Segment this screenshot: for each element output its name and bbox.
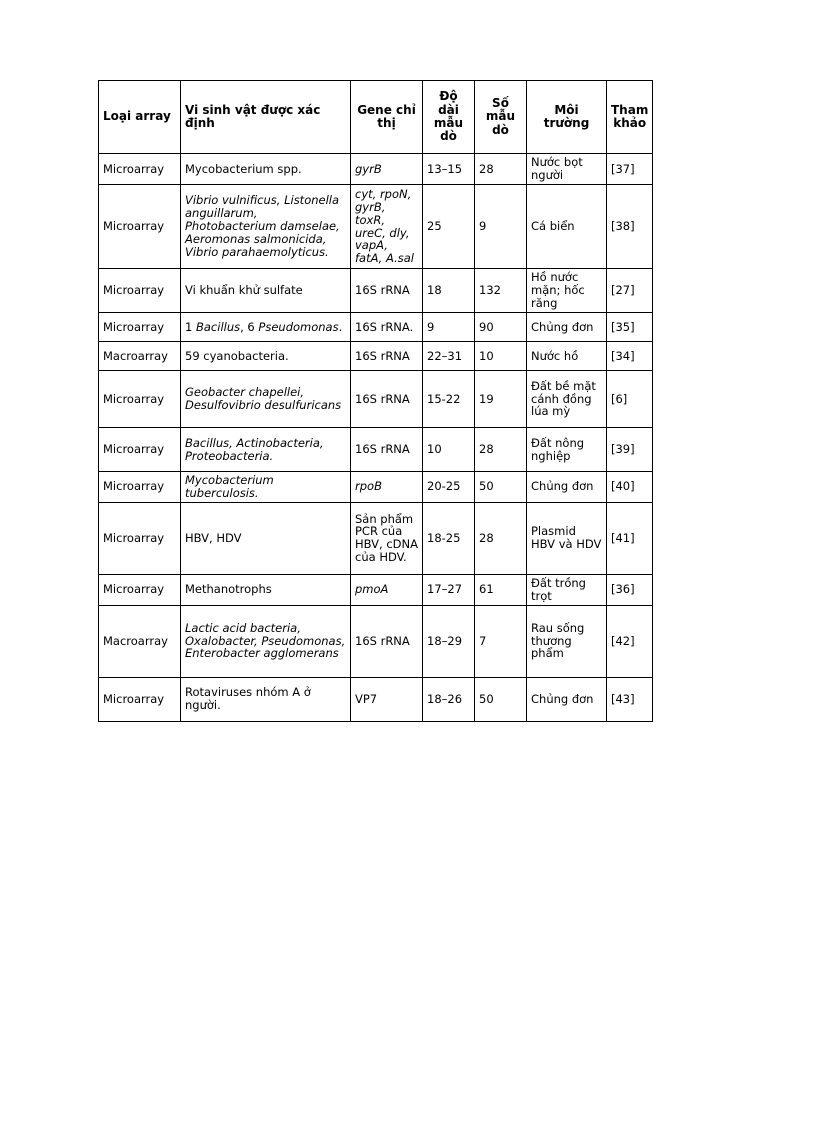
- cell-probe-count: 7: [475, 605, 527, 677]
- cell-probe-count: 50: [475, 677, 527, 721]
- cell-array-type: Macroarray: [99, 342, 181, 371]
- cell-probe-length: 9: [423, 313, 475, 342]
- cell-organism: Rotaviruses nhóm A ở người.: [181, 677, 351, 721]
- cell-probe-count: 90: [475, 313, 527, 342]
- cell-probe-length: 18-25: [423, 502, 475, 574]
- table-row: [99, 313, 653, 342]
- table-row: [99, 154, 653, 185]
- cell-environment: Rau sống thương phẩm: [527, 605, 607, 677]
- organism-suffix: .: [338, 319, 343, 334]
- cell-organism: Mycobacterium tuberculosis.: [181, 472, 351, 503]
- cell-array-type: Microarray: [99, 185, 181, 269]
- cell-probe-count: 28: [475, 154, 527, 185]
- cell-probe-length: 13–15: [423, 154, 475, 185]
- table-row: [99, 472, 653, 503]
- cell-array-type: Microarray: [99, 502, 181, 574]
- cell-probe-count: 61: [475, 574, 527, 605]
- cell-environment: Chủng đơn: [527, 313, 607, 342]
- cell-environment: Đất bề mặt cánh đồng lúa mỳ: [527, 371, 607, 428]
- cell-reference: [36]: [607, 574, 653, 605]
- cell-probe-count: 132: [475, 269, 527, 313]
- cell-organism: HBV, HDV: [181, 502, 351, 574]
- cell-gene: 16S rRNA: [351, 269, 423, 313]
- cell-probe-length: 18–26: [423, 677, 475, 721]
- cell-organism: 59 cyanobacteria.: [181, 342, 351, 371]
- organism-genus-2: Pseudomonas: [258, 319, 339, 334]
- header-probe-length: Độ dài mẫu dò: [423, 81, 475, 154]
- cell-organism: Lactic acid bacteria, Oxalobacter, Pseudomonas, Enterobacter agglomerans: [181, 605, 351, 677]
- cell-organism: Bacillus, Actinobacteria, Proteobacteria.: [181, 428, 351, 472]
- cell-probe-count: 10: [475, 342, 527, 371]
- cell-probe-count: 50: [475, 472, 527, 503]
- organism-mid: , 6: [240, 319, 259, 334]
- cell-organism: Methanotrophs: [181, 574, 351, 605]
- organism-genus-1: Bacillus: [195, 319, 241, 334]
- cell-probe-count: 28: [475, 428, 527, 472]
- cell-environment: Đất trồng trọt: [527, 574, 607, 605]
- cell-gene: 16S rRNA: [351, 342, 423, 371]
- cell-probe-length: 15-22: [423, 371, 475, 428]
- cell-organism: [181, 313, 351, 342]
- cell-probe-length: 10: [423, 428, 475, 472]
- cell-array-type: Macroarray: [99, 605, 181, 677]
- cell-probe-length: 20-25: [423, 472, 475, 503]
- cell-probe-length: 18–29: [423, 605, 475, 677]
- cell-gene: rpoB: [351, 472, 423, 503]
- header-array-type: Loại array: [99, 81, 181, 154]
- cell-gene: 16S rRNA: [351, 428, 423, 472]
- cell-reference: [34]: [607, 342, 653, 371]
- header-organism: Vi sinh vật được xác định: [181, 81, 351, 154]
- cell-organism: Mycobacterium spp.: [181, 154, 351, 185]
- cell-gene: 16S rRNA: [351, 605, 423, 677]
- cell-environment: Chủng đơn: [527, 472, 607, 503]
- cell-reference: [38]: [607, 185, 653, 269]
- organism-prefix: 1: [185, 319, 196, 334]
- cell-environment: Nước bọt người: [527, 154, 607, 185]
- header-gene: Gene chỉ thị: [351, 81, 423, 154]
- cell-array-type: Microarray: [99, 574, 181, 605]
- cell-reference: [39]: [607, 428, 653, 472]
- cell-probe-length: 25: [423, 185, 475, 269]
- cell-gene: 16S rRNA: [351, 371, 423, 428]
- cell-reference: [35]: [607, 313, 653, 342]
- header-probe-count: Số mẫu dò: [475, 81, 527, 154]
- cell-array-type: Microarray: [99, 371, 181, 428]
- table-row: [99, 269, 653, 313]
- cell-probe-count: 19: [475, 371, 527, 428]
- cell-reference: [43]: [607, 677, 653, 721]
- header-reference: Tham khảo: [607, 81, 653, 154]
- cell-array-type: Microarray: [99, 154, 181, 185]
- table-row: [99, 677, 653, 721]
- table-row: [99, 428, 653, 472]
- table-row: [99, 342, 653, 371]
- cell-environment: Nước hồ: [527, 342, 607, 371]
- table-row: [99, 605, 653, 677]
- cell-array-type: Microarray: [99, 472, 181, 503]
- table-header-row: [99, 81, 653, 154]
- table-row: [99, 574, 653, 605]
- cell-environment: Đất nông nghiệp: [527, 428, 607, 472]
- cell-array-type: Microarray: [99, 677, 181, 721]
- cell-gene: pmoA: [351, 574, 423, 605]
- array-comparison-table: [98, 80, 653, 722]
- cell-reference: [6]: [607, 371, 653, 428]
- header-environment: Môi trường: [527, 81, 607, 154]
- cell-organism: Vi khuẩn khử sulfate: [181, 269, 351, 313]
- table-row: [99, 371, 653, 428]
- cell-probe-count: 9: [475, 185, 527, 269]
- cell-organism: Geobacter chapellei, Desulfovibrio desulfuricans: [181, 371, 351, 428]
- cell-probe-length: 17–27: [423, 574, 475, 605]
- cell-environment: Plasmid HBV và HDV: [527, 502, 607, 574]
- cell-environment: Cá biển: [527, 185, 607, 269]
- cell-probe-length: 22–31: [423, 342, 475, 371]
- cell-gene: cyt, rpoN, gyrB, toxR, ureC, dly, vapA, fatA, A.sal: [351, 185, 423, 269]
- cell-reference: [40]: [607, 472, 653, 503]
- cell-reference: [42]: [607, 605, 653, 677]
- cell-array-type: Microarray: [99, 428, 181, 472]
- cell-environment: Chủng đơn: [527, 677, 607, 721]
- cell-array-type: Microarray: [99, 269, 181, 313]
- cell-reference: [27]: [607, 269, 653, 313]
- cell-gene: 16S rRNA.: [351, 313, 423, 342]
- cell-organism: Vibrio vulnificus, Listonella anguillarum, Photobacterium damselae, Aeromonas salmonicida, Vibrio parahaemolyticus.: [181, 185, 351, 269]
- table-row: [99, 502, 653, 574]
- cell-gene: gyrB: [351, 154, 423, 185]
- cell-array-type: Microarray: [99, 313, 181, 342]
- cell-reference: [41]: [607, 502, 653, 574]
- table-row: [99, 185, 653, 269]
- cell-reference: [37]: [607, 154, 653, 185]
- cell-probe-length: 18: [423, 269, 475, 313]
- cell-probe-count: 28: [475, 502, 527, 574]
- cell-gene: Sản phẩm PCR của HBV, cDNA của HDV.: [351, 502, 423, 574]
- cell-gene: VP7: [351, 677, 423, 721]
- cell-environment: Hồ nước mặn; hốc răng: [527, 269, 607, 313]
